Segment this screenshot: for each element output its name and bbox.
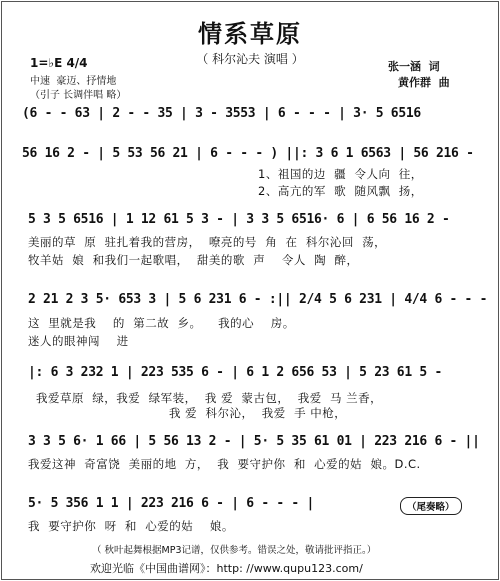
lyric-row-2-verse-2: 2、高亢的军 歌 随风飘 扬， bbox=[258, 184, 423, 198]
lyric-row-2-verse-1: 1、祖国的边 疆 令人向 往， bbox=[258, 167, 423, 181]
lyric-row-6-verse-1: 我爱这神 奇富饶 美丽的地 方， 我 要守护你 和 心爱的姑 娘。D.C. bbox=[28, 457, 421, 471]
lyric-row-4-verse-2: 迷人的眼神闯 进 bbox=[28, 334, 129, 348]
notation-row-3: 5 3 5 6516 | 1 12 61 5 3 - | 3 3 5 6516· 6 | 6 56 16 2 - bbox=[28, 212, 450, 227]
footer-website: 欢迎光临《中国曲谱网》：http: //www.qupu123.com/ bbox=[90, 562, 363, 575]
ending-tag: （尾奏略） bbox=[400, 497, 462, 515]
notation-row-1: (6 - - 63 | 2 - - 35 | 3 - 3553 | 6 - - - | 3· 5 6516 bbox=[22, 106, 421, 121]
footnote: （ 秋叶起舞根据MP3记谱，仅供参考。错误之处，敬请批评指正。） bbox=[92, 545, 377, 556]
notation-row-4: 2 21 2 3 5· 653 3 | 5 6 231 6 - :|| 2/4 5 6 231 | 4/4 6 - - - bbox=[28, 292, 488, 307]
lyric-row-5-verse-1: 我爱草原 绿，我爱 绿军装， 我 爱 蒙古包， 我爱 马 兰香， bbox=[36, 391, 383, 405]
lyric-row-4-verse-1: 这 里就是我 的 第二故 乡。 我的心 房。 bbox=[28, 316, 295, 330]
lyric-row-3-verse-1: 美丽的草 原 驻扎着我的营房， 嘹亮的号 角 在 科尔沁回 荡， bbox=[28, 235, 387, 249]
notation-row-2: 56 16 2 - | 5 53 56 21 | 6 - - - ) ||: 3 6 1 6563 | 56 216 - bbox=[22, 146, 474, 161]
tempo-marking: 中速 豪迈、抒情地 bbox=[30, 76, 117, 87]
lyricist-credit: 张一涵 词 bbox=[388, 60, 440, 73]
composer-credit: 黄作群 曲 bbox=[398, 76, 450, 89]
performer-subtitle: （ 科尔沁夫 演唱 ） bbox=[196, 52, 304, 66]
key-signature: 1=♭E 4/4 bbox=[30, 56, 88, 70]
intro-note: （引子 长调伴唱 略） bbox=[30, 90, 127, 101]
lyric-row-7-verse-1: 我 要守护你 呀 和 心爱的姑 娘。 bbox=[28, 519, 234, 533]
notation-row-5: |: 6 3 232 1 | 223 535 6 - | 6 1 2 656 53 | 5 23 61 5 - bbox=[28, 365, 442, 380]
notation-row-7: 5· 5 356 1 1 | 223 216 6 - | 6 - - - | bbox=[28, 496, 315, 511]
lyric-row-3-verse-2: 牧羊姑 娘 和我们一起歌唱， 甜美的歌 声 令人 陶 醉， bbox=[28, 253, 359, 267]
notation-row-6: 3 3 5 6· 1 66 | 5 56 13 2 - | 5· 5 35 61 01 | 223 216 6 - || bbox=[28, 434, 480, 449]
song-title: 情系草原 bbox=[198, 20, 302, 48]
lyric-row-5-verse-2: 我 爱 科尔沁， 我爱 手 中枪， bbox=[36, 406, 347, 420]
